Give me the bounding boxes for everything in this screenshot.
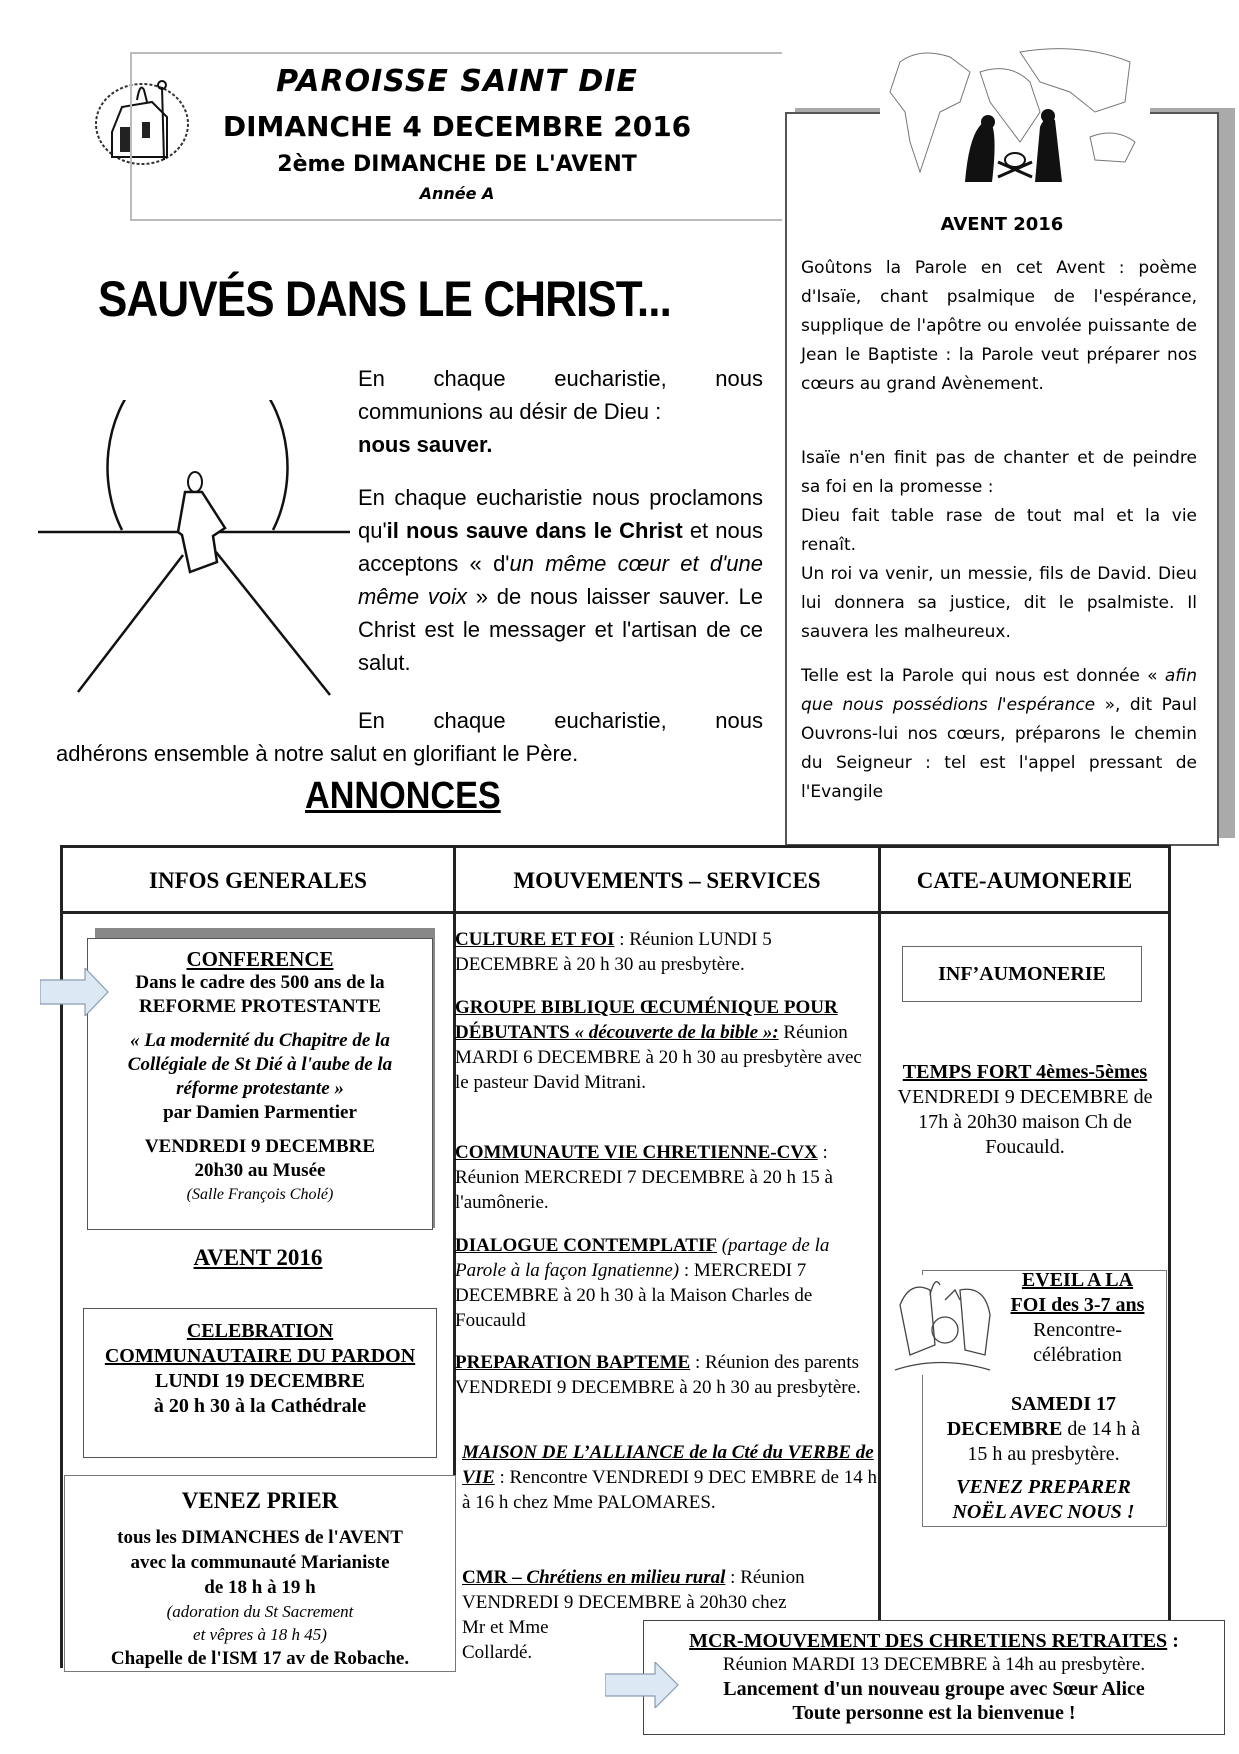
temps-fort-text: VENDREDI 9 DECEMBRE de 17h à 20h30 maison Ch de Foucauld. — [897, 1086, 1153, 1158]
prier-location: Chapelle de l'ISM 17 av de Robache. — [110, 1648, 410, 1669]
mouvement-title: MAISON DE L’ALLIANCE de la Cté du VERBE de VIE — [462, 1442, 874, 1488]
intro-paragraph-3-start: En chaque eucharistie, nous — [358, 708, 763, 733]
paragraph-quote: un même cœur et d'une même voix — [358, 551, 764, 609]
mouvement-item — [455, 1233, 875, 1333]
paragraph-text: Isaïe n'en finit pas de chanter et de peindre sa foi en la promesse : — [801, 448, 1197, 497]
mouvement-title: GROUPE BIBLIQUE ŒCUMÉNIQUE POUR DÉBUTANTS — [455, 997, 838, 1043]
mouvement-item — [462, 1440, 882, 1515]
paragraph-text: et nous acceptons « d' — [358, 518, 763, 576]
pardon-box — [83, 1308, 437, 1458]
mouvement-text: : Rencontre VENDREDI 9 DEC EMBRE de 14 h à 16 h chez Mme PALOMARES. — [462, 1467, 877, 1513]
eveil-call: VENEZ PREPARER — [956, 1476, 1131, 1498]
header-box — [130, 52, 782, 221]
mcr-launch: Lancement d'un nouveau groupe avec Sœur Alice — [723, 1678, 1145, 1700]
header-divider — [63, 911, 1171, 914]
mouvement-text: Collardé. — [462, 1642, 533, 1663]
column-header-mouvements: MOUVEMENTS – SERVICES — [513, 868, 821, 893]
venez-prier-box — [64, 1475, 456, 1672]
mouvement-title: PREPARATION BAPTEME — [455, 1352, 691, 1373]
paragraph-quote: afin que nous possédions l'espérance — [801, 666, 1197, 715]
temps-fort-item — [885, 1060, 1165, 1160]
eveil-date: SAMEDI 17 — [1010, 1393, 1116, 1415]
mouvement-text: : Réunion VENDREDI 9 DECEMBRE à 20h30 chez — [462, 1567, 805, 1613]
mouvement-title: COMMUNAUTE VIE CHRETIENNE-CVX — [455, 1142, 818, 1163]
mouvement-text: Mr et Mme — [462, 1617, 549, 1638]
liturgical-sunday: 2ème DIMANCHE DE L'AVENT — [277, 152, 637, 177]
temps-fort-title: TEMPS FORT 4èmes-5èmes — [902, 1061, 1148, 1083]
prier-title: VENEZ PRIER — [181, 1488, 339, 1513]
mcr-title: MCR-MOUVEMENT DES CHRETIENS RETRAITES — [689, 1630, 1168, 1652]
nativity-world-map-icon — [880, 42, 1150, 192]
paragraph-text: Telle est la Parole qui nous est donnée « — [801, 666, 1165, 686]
avent-paragraph-1: Goûtons la Parole en cet Avent : poème d'Isaïe, chant psalmique de l'espérance, supplique de l'apôtre ou envolée puissante de Jean le Baptiste : la Parole veut préparer nos cœurs au grand Avènement. — [801, 258, 1197, 394]
liturgical-year: Année A — [419, 184, 495, 203]
paragraph-text: » de nous laisser sauver. Le Christ est le messager et l'artisan de ce salut. — [358, 584, 763, 675]
christ-sunrise-illustration-icon — [30, 400, 350, 720]
arrow-right-icon — [605, 1662, 680, 1713]
paragraph-emphasis: il nous sauve dans le Christ — [386, 518, 683, 543]
paragraph-emphasis: nous sauver. — [358, 432, 493, 457]
eveil-title: EVEIL A LA — [1021, 1269, 1134, 1291]
intro-paragraph-3-end: adhérons ensemble à notre salut en glorifiant le Père. — [56, 741, 579, 766]
prier-line: de 18 h à 19 h — [204, 1577, 316, 1598]
mcr-title-colon: : — [1167, 1630, 1179, 1652]
avent-box-title: AVENT 2016 — [940, 214, 1064, 235]
paragraph-text: Dieu fait table rase de tout mal et la vie renaît. — [801, 506, 1197, 555]
mouvement-subtitle: (partage de la Parole à la façon Ignatienne) — [455, 1235, 830, 1281]
eveil-time: de 14 h à — [1062, 1418, 1141, 1440]
intro-paragraph-2 — [358, 481, 763, 679]
mouvement-subtitle: Chrétiens en milieu rural — [526, 1567, 726, 1588]
inf-aumonerie-box: INF’AUMONERIE — [902, 946, 1142, 1002]
conference-date: VENDREDI 9 DECEMBRE — [144, 1136, 376, 1157]
paragraph-text: En chaque eucharistie, nous communions au désir de Dieu : — [358, 366, 763, 424]
column-divider — [878, 848, 881, 1638]
avent-paragraph-2 — [801, 444, 1197, 647]
column-divider — [1168, 848, 1171, 1638]
arrow-right-icon — [40, 968, 110, 1021]
mouvement-title: CMR – — [462, 1567, 527, 1588]
mouvement-text: : Réunion LUNDI 5 DECEMBRE à 20 h 30 au presbytère. — [455, 929, 772, 975]
eveil-date: DECEMBRE — [946, 1418, 1063, 1440]
avent-2016-heading: AVENT 2016 — [193, 1245, 323, 1270]
mouvement-item — [455, 1140, 875, 1215]
mcr-welcome: Toute personne est la bienvenue ! — [792, 1702, 1076, 1724]
mouvement-subtitle: « découverte de la bible »: — [569, 1022, 779, 1043]
mouvement-text: : Réunion MERCREDI 7 DECEMBRE à 20 h 15 à l'aumônerie. — [455, 1142, 833, 1213]
bulletin-date: DIMANCHE 4 DECEMBRE 2016 — [222, 110, 692, 143]
mouvement-title: CULTURE ET FOI — [455, 929, 615, 950]
mcr-meeting: Réunion MARDI 13 DECEMBRE à 14h au presbytère. — [722, 1654, 1146, 1675]
pardon-title: CELEBRATION COMMUNAUTAIRE DU PARDON — [104, 1320, 416, 1367]
eveil-time: 15 h au presbytère. — [967, 1443, 1120, 1465]
conference-time-place: 20h30 au Musée — [194, 1160, 326, 1181]
conference-room: (Salle François Cholé) — [186, 1186, 334, 1203]
mouvement-item — [455, 927, 875, 977]
eveil-title: FOI des 3-7 ans — [1010, 1294, 1145, 1316]
announcements-heading: ANNONCES — [305, 775, 501, 817]
mouvement-item — [455, 995, 875, 1095]
avent-box — [785, 112, 1219, 846]
eveil-foi-title-block — [995, 1268, 1160, 1368]
paragraph-text: En chaque eucharistie nous proclamons qu' — [358, 485, 763, 543]
eveil-call: NOËL AVEC NOUS ! — [952, 1501, 1135, 1523]
mouvement-text: : Réunion des parents VENDREDI 9 DECEMBRE à 20 h 30 au presbytère. — [455, 1352, 861, 1398]
mouvement-text: : MERCREDI 7 DECEMBRE à 20 h 30 à la Maison Charles de Foucauld — [455, 1260, 813, 1331]
prier-note: et vêpres à 18 h 45) — [193, 1625, 327, 1644]
mcr-box — [643, 1620, 1225, 1735]
eveil-foi-details — [922, 1392, 1165, 1525]
column-header-infos: INFOS GENERALES — [149, 868, 367, 893]
conference-box — [87, 938, 433, 1230]
mouvement-text: Réunion MARDI 6 DECEMBRE à 20 h 30 au presbytère avec le pasteur David Mitrani. — [455, 1022, 862, 1093]
paragraph-text: Un roi va venir, un messie, fils de David. Dieu lui donnera sa justice, dit le psalmiste. Il sauvera les malheureux. — [801, 564, 1197, 642]
conference-title: CONFERENCE — [186, 947, 334, 971]
pardon-place: à 20 h 30 à la Cathédrale — [153, 1395, 367, 1417]
conference-speaker: par Damien Parmentier — [163, 1102, 357, 1123]
prier-line: avec la communauté Marianiste — [130, 1552, 390, 1573]
eveil-text: Rencontre- — [1033, 1319, 1122, 1341]
conference-context: Dans le cadre des 500 ans de la REFORME PROTESTANTE — [135, 972, 385, 1017]
mouvement-item — [455, 1350, 875, 1400]
main-title: SAUVÉS DANS LE CHRIST... — [98, 271, 671, 327]
prier-line: tous les DIMANCHES de l'AVENT — [117, 1527, 403, 1548]
column-header-cate: CATE-AUMONERIE — [916, 868, 1133, 893]
avent-paragraph-3 — [801, 662, 1197, 807]
conference-talk-title: « La modernité du Chapitre de la Collégiale de St Dié à l'aube de la réforme protestante » — [127, 1030, 393, 1099]
intro-paragraph-1 — [358, 362, 763, 461]
paragraph-text: », dit Paul Ouvrons-lui nos cœurs, préparons le chemin du Seigneur : tel est l'appel pressant de l'Evangile — [801, 695, 1197, 802]
mouvement-title: DIALOGUE CONTEMPLATIF — [455, 1235, 717, 1256]
prier-note: (adoration du St Sacrement — [166, 1602, 354, 1621]
parish-name: PAROISSE SAINT DIE — [276, 64, 638, 99]
pardon-date: LUNDI 19 DECEMBRE — [154, 1370, 366, 1392]
holy-family-illustration-icon — [890, 1275, 995, 1375]
eveil-text: célébration — [1033, 1344, 1122, 1366]
